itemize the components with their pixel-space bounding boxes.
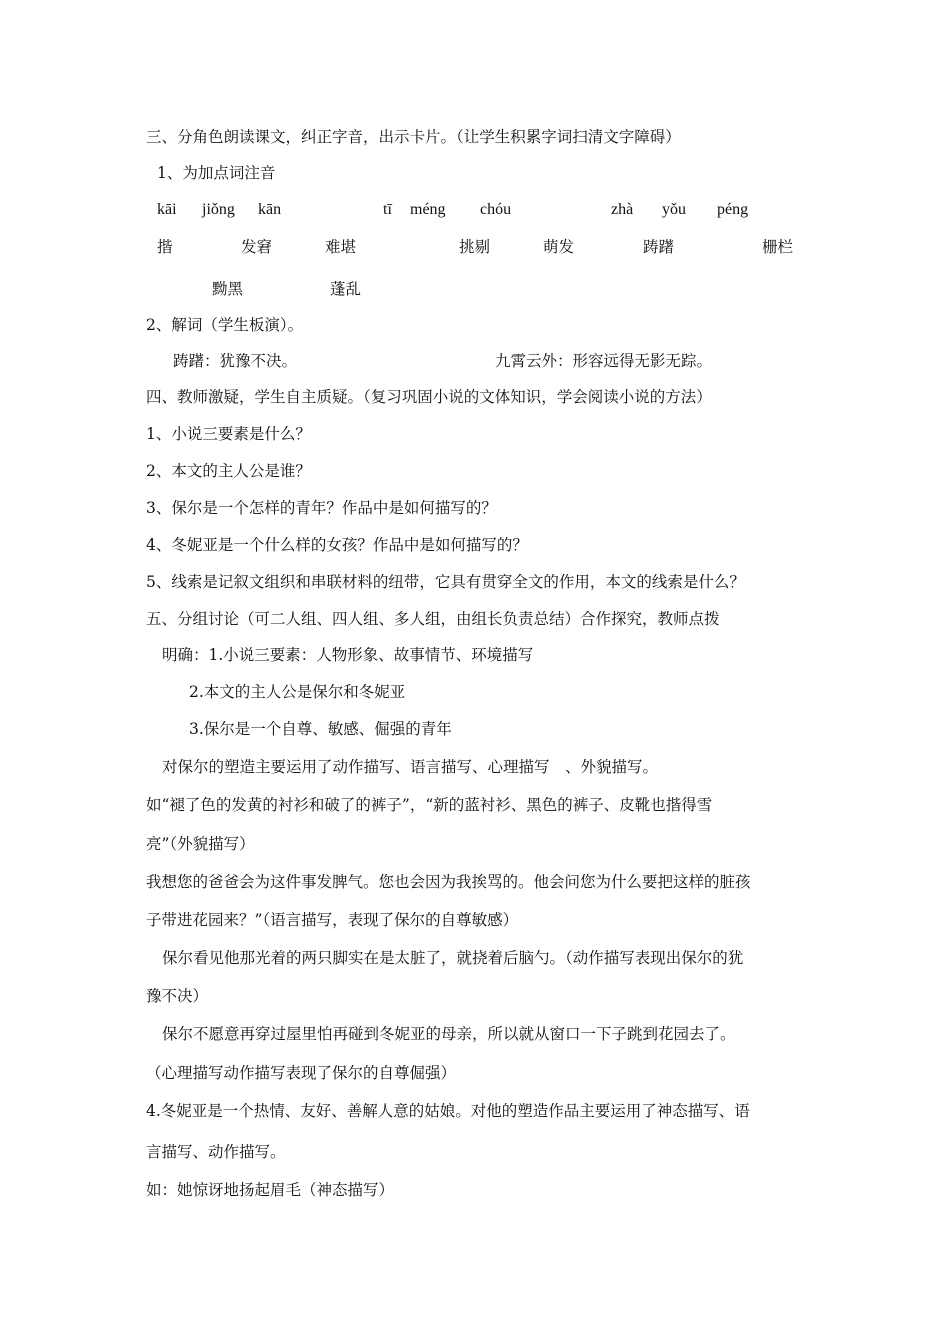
pinyin-8: yǒu xyxy=(662,201,686,218)
sub-heading-word-explanation: 2、解词（学生板演）。 xyxy=(146,316,304,334)
pinyin-6: chóu xyxy=(480,201,512,218)
question-1: 1、小说三要素是什么？ xyxy=(146,425,311,443)
sub-heading-annotate-pinyin: 1、为加点词注音 xyxy=(157,164,276,182)
vocab-word: 揩 xyxy=(157,238,173,256)
definition-1: 踌躇：犹豫不决。 xyxy=(173,352,298,370)
section-3-heading: 三、分角色朗读课文，纠正字音，出示卡片。（让学生积累字词扫清文字障碍） xyxy=(146,128,681,146)
example-appearance-line-2: 亮”（外貌描写） xyxy=(146,835,255,853)
example-action-line-2: 豫不决） xyxy=(146,987,209,1005)
vocab-word: 栅栏 xyxy=(762,238,794,256)
vocab-word: 踌躇 xyxy=(643,238,675,256)
question-4: 4、冬妮亚是一个什么样的女孩？作品中是如何描写的？ xyxy=(146,536,528,554)
vocab-word: 萌发 xyxy=(543,238,575,256)
section-5-heading: 五、分组讨论（可二人组、四人组、多人组，由组长负责总结）合作探究，教师点拨 xyxy=(146,610,720,628)
pinyin-2: jiǒng xyxy=(202,201,235,218)
example-appearance-line-1: 如“褪了色的发黄的衬衫和破了的裤子”，“新的蓝衬衫、黑色的裤子、皮靴也揩得雪 xyxy=(146,796,713,814)
pinyin-5: méng xyxy=(410,201,446,218)
pinyin-3: kān xyxy=(258,201,282,218)
vocab-word: 挑剔 xyxy=(459,238,491,256)
clarify-point-1: 明确：1.小说三要素：人物形象、故事情节、环境描写 xyxy=(162,646,534,664)
pinyin-9: péng xyxy=(717,201,749,218)
definition-2: 九霄云外：形容远得无影无踪。 xyxy=(495,352,713,370)
example-psychology-line-1: 保尔不愿意再穿过屋里怕再碰到冬妮亚的母亲，所以就从窗口一下子跳到花园去了。 xyxy=(162,1025,736,1043)
pinyin-4: tī xyxy=(383,201,392,218)
paul-description-methods: 对保尔的塑造主要运用了动作描写、语言描写、心理描写 、外貌描写。 xyxy=(162,758,659,776)
clarify-point-3: 3.保尔是一个自尊、敏感、倔强的青年 xyxy=(189,720,452,738)
vocab-word: 发窘 xyxy=(241,238,273,256)
example-language-line-2: 子带进花园来？”（语言描写，表现了保尔的自尊敏感） xyxy=(146,911,519,929)
example-psychology-line-2: （心理描写动作描写表现了保尔的自尊倔强） xyxy=(146,1064,457,1082)
clarify-point-2: 2.本文的主人公是保尔和冬妮亚 xyxy=(189,683,406,701)
vocab-word: 难堪 xyxy=(325,238,357,256)
example-action-line-1: 保尔看见他那光着的两只脚实在是太脏了，就挠着后脑勺。（动作描写表现出保尔的犹 xyxy=(162,949,744,967)
example-expression: 如：她惊讶地扬起眉毛（神态描写） xyxy=(146,1181,395,1199)
clarify-point-4-line-1: 4.冬妮亚是一个热情、友好、善解人意的姑娘。对他的塑造作品主要运用了神态描写、语 xyxy=(146,1102,750,1120)
pinyin-1: kāi xyxy=(157,201,177,218)
pinyin-7: zhà xyxy=(611,201,634,218)
vocab-word: 黝黑 xyxy=(212,280,244,298)
question-2: 2、本文的主人公是谁？ xyxy=(146,462,311,480)
question-5: 5、线索是记叙文组织和串联材料的纽带，它具有贯穿全文的作用，本文的线索是什么？ xyxy=(146,573,745,591)
question-3: 3、保尔是一个怎样的青年？作品中是如何描写的？ xyxy=(146,499,497,517)
example-language-line-1: 我想您的爸爸会为这件事发脾气。您也会因为我挨骂的。他会问您为什么要把这样的脏孩 xyxy=(146,873,751,891)
clarify-point-4-line-2: 言描写、动作描写。 xyxy=(146,1143,286,1161)
section-4-heading: 四、教师激疑，学生自主质疑。（复习巩固小说的文体知识，学会阅读小说的方法） xyxy=(146,388,712,406)
vocab-word: 蓬乱 xyxy=(330,280,362,298)
